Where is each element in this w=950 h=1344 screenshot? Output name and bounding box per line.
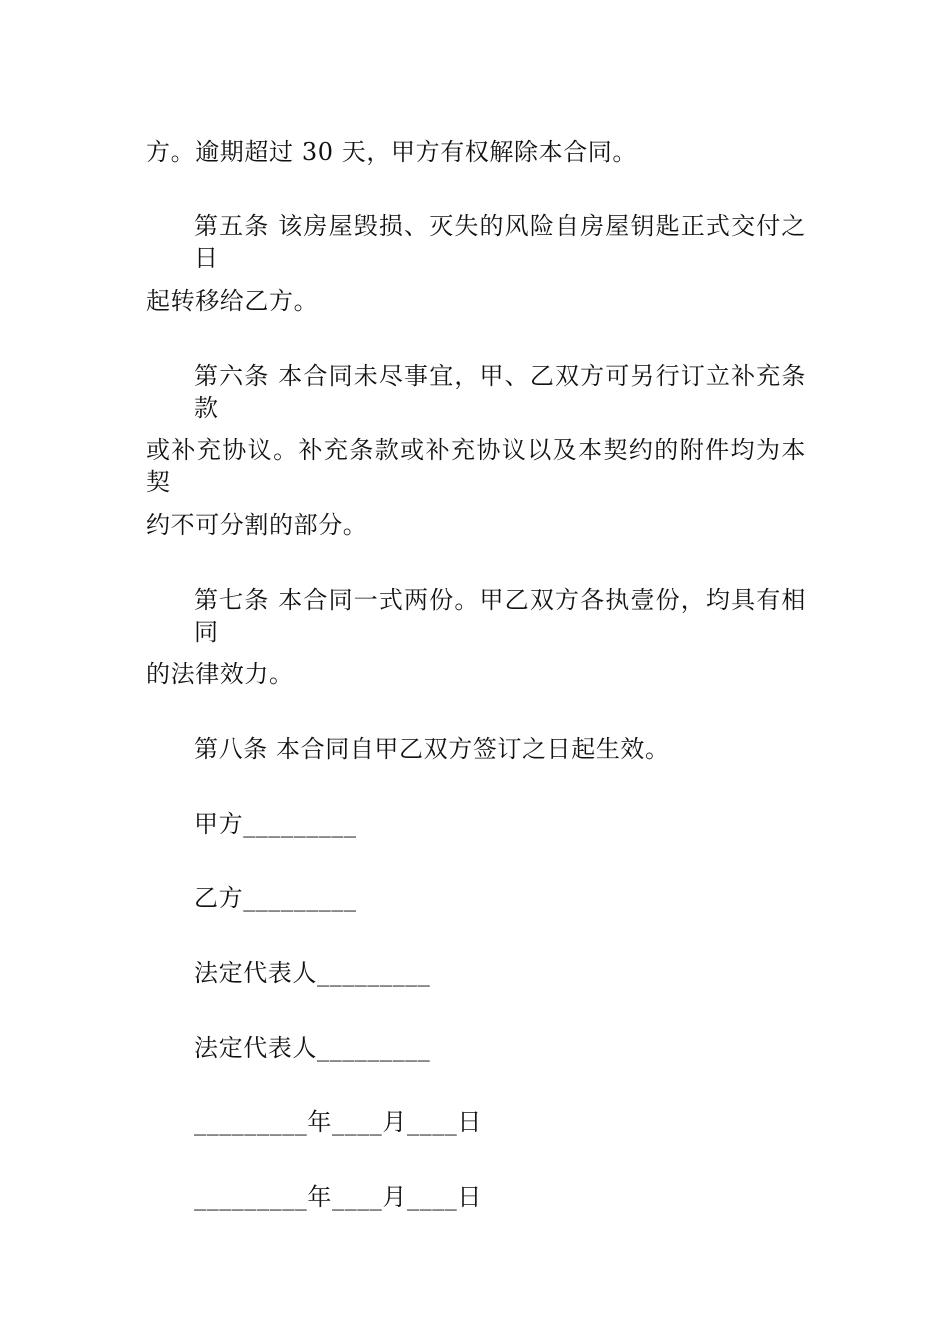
- article-7-line-2: 的法律效力。: [146, 660, 294, 688]
- article-5-line-1: 第五条 该房屋毁损、灭失的风险自房屋钥匙正式交付之日: [194, 212, 806, 272]
- party-a-signature-line: 甲方_________: [194, 810, 357, 838]
- article-5-line-2: 起转移给乙方。: [146, 287, 319, 315]
- article-6-line-1: 第六条 本合同未尽事宜，甲、乙双方可另行订立补充条款: [194, 362, 806, 422]
- article-8-line: 第八条 本合同自甲乙双方签订之日起生效。: [194, 735, 670, 763]
- article-7-line-1: 第七条 本合同一式两份。甲乙双方各执壹份，均具有相同: [194, 586, 806, 646]
- date-line-2: _________年____月____日: [194, 1183, 482, 1211]
- article-6-line-2: 或补充协议。补充条款或补充协议以及本契约的附件均为本契: [146, 436, 806, 496]
- legal-representative-line-2: 法定代表人_________: [194, 1034, 431, 1062]
- legal-representative-line-1: 法定代表人_________: [194, 959, 431, 987]
- date-line-1: _________年____月____日: [194, 1108, 482, 1136]
- paragraph-line: 方。逾期超过 30 天，甲方有权解除本合同。: [146, 138, 637, 166]
- party-b-signature-line: 乙方_________: [194, 884, 357, 912]
- article-6-line-3: 约不可分割的部分。: [146, 511, 368, 539]
